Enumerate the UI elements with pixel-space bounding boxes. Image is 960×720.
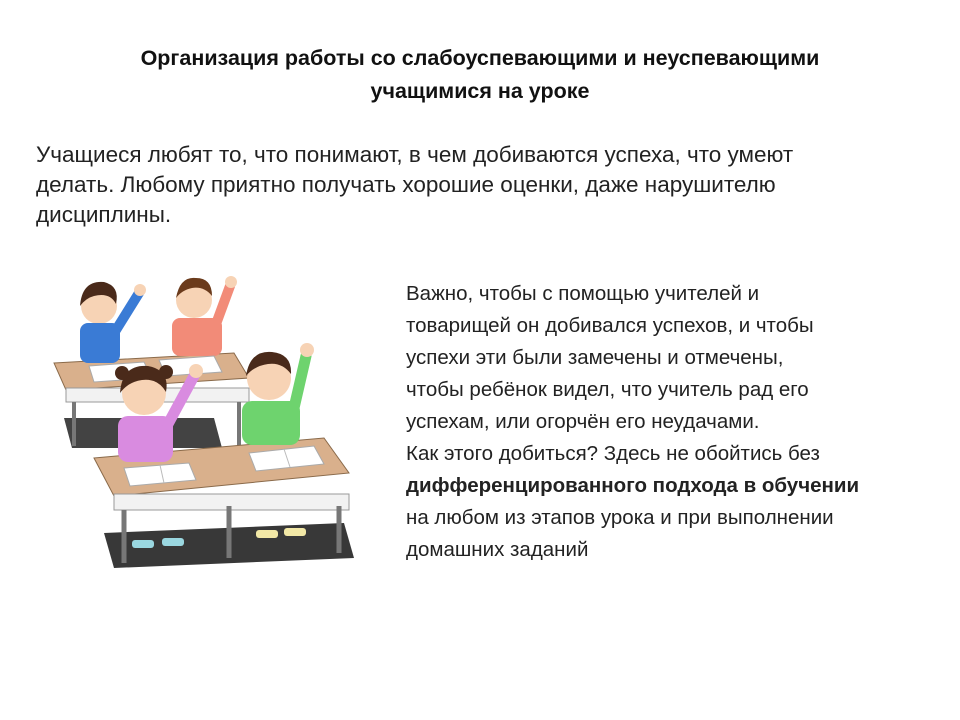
main-paragraph — [406, 278, 936, 566]
body-line-7-emphasis: дифференцированного подхода в обучении — [406, 474, 860, 497]
page-title — [60, 42, 900, 108]
body-line-5: успехам, или огорчён его неудачами. — [406, 410, 760, 433]
body-line-6: Как этого добиться? Здесь не обойтись без — [406, 442, 820, 465]
body-line-8: на любом из этапов урока и при выполнении — [406, 506, 834, 529]
body-line-4: чтобы ребёнок видел, что учитель рад его — [406, 378, 809, 401]
classroom-children-image — [44, 268, 364, 578]
intro-line-3: дисциплины. — [36, 202, 172, 227]
title-line-1: Организация работы со слабоуспевающими и неуспевающими — [140, 46, 820, 70]
classroom-illustration — [44, 268, 364, 578]
body-line-2: товарищей он добивался успехов, и чтобы — [406, 314, 814, 337]
body-line-1: Важно, чтобы с помощью учителей и — [406, 282, 760, 305]
intro-line-2: делать. Любому приятно получать хорошие оценки, даже нарушителю — [36, 172, 776, 197]
body-line-3: успехи эти были замечены и отмечены, — [406, 346, 784, 369]
intro-paragraph — [36, 140, 916, 230]
body-line-9: домашних заданий — [406, 538, 589, 561]
intro-line-1: Учащиеся любят то, что понимают, в чем добиваются успеха, что умеют — [36, 142, 794, 167]
title-line-2: учащимися на уроке — [370, 79, 590, 103]
